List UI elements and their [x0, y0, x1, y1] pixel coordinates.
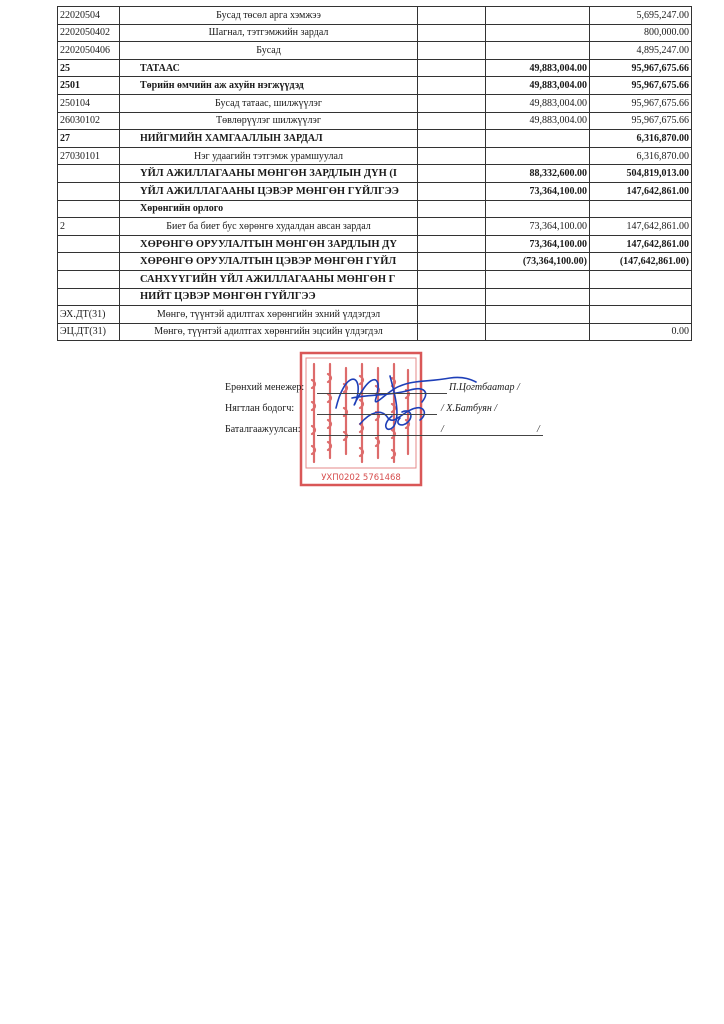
table-row — [58, 270, 692, 288]
row-col4: 49,883,004.00 — [486, 94, 590, 112]
row-col4: 49,883,004.00 — [486, 77, 590, 95]
row-col5 — [590, 306, 692, 324]
table-row — [58, 218, 692, 236]
row-code: 2 — [58, 218, 120, 236]
row-code — [58, 288, 120, 306]
row-col5: 95,967,675.66 — [590, 77, 692, 95]
row-col3 — [418, 42, 486, 60]
table-body — [58, 7, 692, 341]
row-code: 27030101 — [58, 147, 120, 165]
row-col3 — [418, 218, 486, 236]
row-col3 — [418, 24, 486, 42]
row-col4: 73,364,100.00 — [486, 218, 590, 236]
table-row — [58, 59, 692, 77]
row-name: ҮЙЛ АЖИЛЛАГААНЫ ЦЭВЭР МӨНГӨН ГҮЙЛГЭЭ — [120, 182, 418, 200]
table-row — [58, 253, 692, 271]
table-row — [58, 42, 692, 60]
stamp-number: УХП0202 5761468 — [321, 473, 401, 483]
verified-slash-right: / — [537, 424, 540, 435]
row-code: 26030102 — [58, 112, 120, 130]
row-name: Мөнгө, түүнтэй адилтгах хөрөнгийн эхний үлдэгдэл — [120, 306, 418, 324]
row-col4: 49,883,004.00 — [486, 112, 590, 130]
row-col5: 95,967,675.66 — [590, 94, 692, 112]
row-col5: 800,000.00 — [590, 24, 692, 42]
row-col5: 6,316,870.00 — [590, 147, 692, 165]
verified-slash-left: / — [441, 424, 444, 435]
accountant-row — [225, 403, 498, 417]
row-col3 — [418, 112, 486, 130]
row-name: Бусад — [120, 42, 418, 60]
table-row — [58, 288, 692, 306]
row-col5: 0.00 — [590, 323, 692, 341]
table-row — [58, 24, 692, 42]
row-code — [58, 182, 120, 200]
row-code — [58, 200, 120, 218]
row-col5: 147,642,861.00 — [590, 235, 692, 253]
row-col5: 504,819,013.00 — [590, 165, 692, 183]
row-name: САНХҮҮГИЙН ҮЙЛ АЖИЛЛАГААНЫ МӨНГӨН Г — [120, 270, 418, 288]
row-col5: 147,642,861.00 — [590, 182, 692, 200]
director-name: П.Цогтбаатар / — [449, 382, 520, 393]
row-col4 — [486, 7, 590, 25]
row-col3 — [418, 288, 486, 306]
row-code: 22020504 — [58, 7, 120, 25]
row-col3 — [418, 270, 486, 288]
row-code: 250104 — [58, 94, 120, 112]
row-code: 27 — [58, 130, 120, 148]
accountant-name: / Х.Батбуян / — [441, 403, 498, 414]
table-row — [58, 77, 692, 95]
row-col4 — [486, 42, 590, 60]
row-name: Хөрөнгийн орлого — [120, 200, 418, 218]
table-row — [58, 112, 692, 130]
row-name: НИЙГМИЙН ХАМГААЛЛЫН ЗАРДАЛ — [120, 130, 418, 148]
row-name: Шагнал, тэтгэмжийн зардал — [120, 24, 418, 42]
row-col3 — [418, 165, 486, 183]
row-col5: 95,967,675.66 — [590, 59, 692, 77]
table-row — [58, 7, 692, 25]
row-name: НИЙТ ЦЭВЭР МӨНГӨН ГҮЙЛГЭЭ — [120, 288, 418, 306]
accountant-label: Нягтлан бодогч: — [225, 403, 295, 414]
row-col5: 4,895,247.00 — [590, 42, 692, 60]
row-col5: 147,642,861.00 — [590, 218, 692, 236]
row-code — [58, 165, 120, 183]
row-col4 — [486, 270, 590, 288]
row-name: ХӨРӨНГӨ ОРУУЛАЛТЫН МӨНГӨН ЗАРДЛЫН ДҮ — [120, 235, 418, 253]
row-col3 — [418, 147, 486, 165]
row-code: 25 — [58, 59, 120, 77]
row-code — [58, 270, 120, 288]
verified-row — [225, 424, 540, 438]
row-name: Төвлөрүүлэг шилжүүлэг — [120, 112, 418, 130]
row-col5 — [590, 200, 692, 218]
row-col4 — [486, 323, 590, 341]
row-col5 — [590, 288, 692, 306]
row-name: Төрийн өмчийн аж ахуйн нэгжүүдэд — [120, 77, 418, 95]
row-name: Мөнгө, түүнтэй адилтгах хөрөнгийн эцсийн үлдэгдэл — [120, 323, 418, 341]
row-col4 — [486, 147, 590, 165]
row-col5: 6,316,870.00 — [590, 130, 692, 148]
table-row — [58, 306, 692, 324]
row-col3 — [418, 77, 486, 95]
accountant-signature-line — [317, 414, 437, 415]
verified-signature-line — [317, 435, 543, 436]
row-col5: (147,642,861.00) — [590, 253, 692, 271]
row-col4: 49,883,004.00 — [486, 59, 590, 77]
row-col3 — [418, 94, 486, 112]
director-label: Ерөнхий менежер: — [225, 382, 305, 393]
table-row — [58, 147, 692, 165]
row-col3 — [418, 253, 486, 271]
financial-table — [57, 6, 692, 341]
row-col3 — [418, 235, 486, 253]
row-name: ҮЙЛ АЖИЛЛАГААНЫ МӨНГӨН ЗАРДЛЫН ДҮН (I — [120, 165, 418, 183]
table-row — [58, 182, 692, 200]
row-col4 — [486, 288, 590, 306]
director-row — [225, 382, 520, 396]
row-col3 — [418, 182, 486, 200]
row-col4 — [486, 24, 590, 42]
row-col4: 73,364,100.00 — [486, 182, 590, 200]
row-code: 2202050402 — [58, 24, 120, 42]
row-code: ЭЦ.ДТ(31) — [58, 323, 120, 341]
row-name: ТАТААС — [120, 59, 418, 77]
row-name: ХӨРӨНГӨ ОРУУЛАЛТЫН ЦЭВЭР МӨНГӨН ГҮЙЛ — [120, 253, 418, 271]
table-row — [58, 130, 692, 148]
row-col4: 73,364,100.00 — [486, 235, 590, 253]
table-row — [58, 94, 692, 112]
table-row — [58, 200, 692, 218]
row-name: Нэг удаагийн тэтгэмж урамшуулал — [120, 147, 418, 165]
table-row — [58, 165, 692, 183]
row-col5: 95,967,675.66 — [590, 112, 692, 130]
row-col4: (73,364,100.00) — [486, 253, 590, 271]
row-col4 — [486, 130, 590, 148]
row-col4 — [486, 306, 590, 324]
row-col4 — [486, 200, 590, 218]
table-row — [58, 235, 692, 253]
row-name: Бусад татаас, шилжүүлэг — [120, 94, 418, 112]
table-row — [58, 323, 692, 341]
row-code: ЭХ.ДТ(31) — [58, 306, 120, 324]
row-col3 — [418, 200, 486, 218]
row-code — [58, 235, 120, 253]
row-col5 — [590, 270, 692, 288]
row-code: 2501 — [58, 77, 120, 95]
row-col3 — [418, 130, 486, 148]
row-col3 — [418, 59, 486, 77]
row-code — [58, 253, 120, 271]
verified-label: Баталгаажуулсан: — [225, 424, 301, 435]
row-name: Биет ба биет бус хөрөнгө худалдан авсан зардал — [120, 218, 418, 236]
director-signature-line — [317, 393, 447, 394]
row-col3 — [418, 7, 486, 25]
row-code: 2202050406 — [58, 42, 120, 60]
row-col5: 5,695,247.00 — [590, 7, 692, 25]
row-col4: 88,332,600.00 — [486, 165, 590, 183]
row-name: Бусад төсөл арга хэмжээ — [120, 7, 418, 25]
row-col3 — [418, 323, 486, 341]
row-col3 — [418, 306, 486, 324]
